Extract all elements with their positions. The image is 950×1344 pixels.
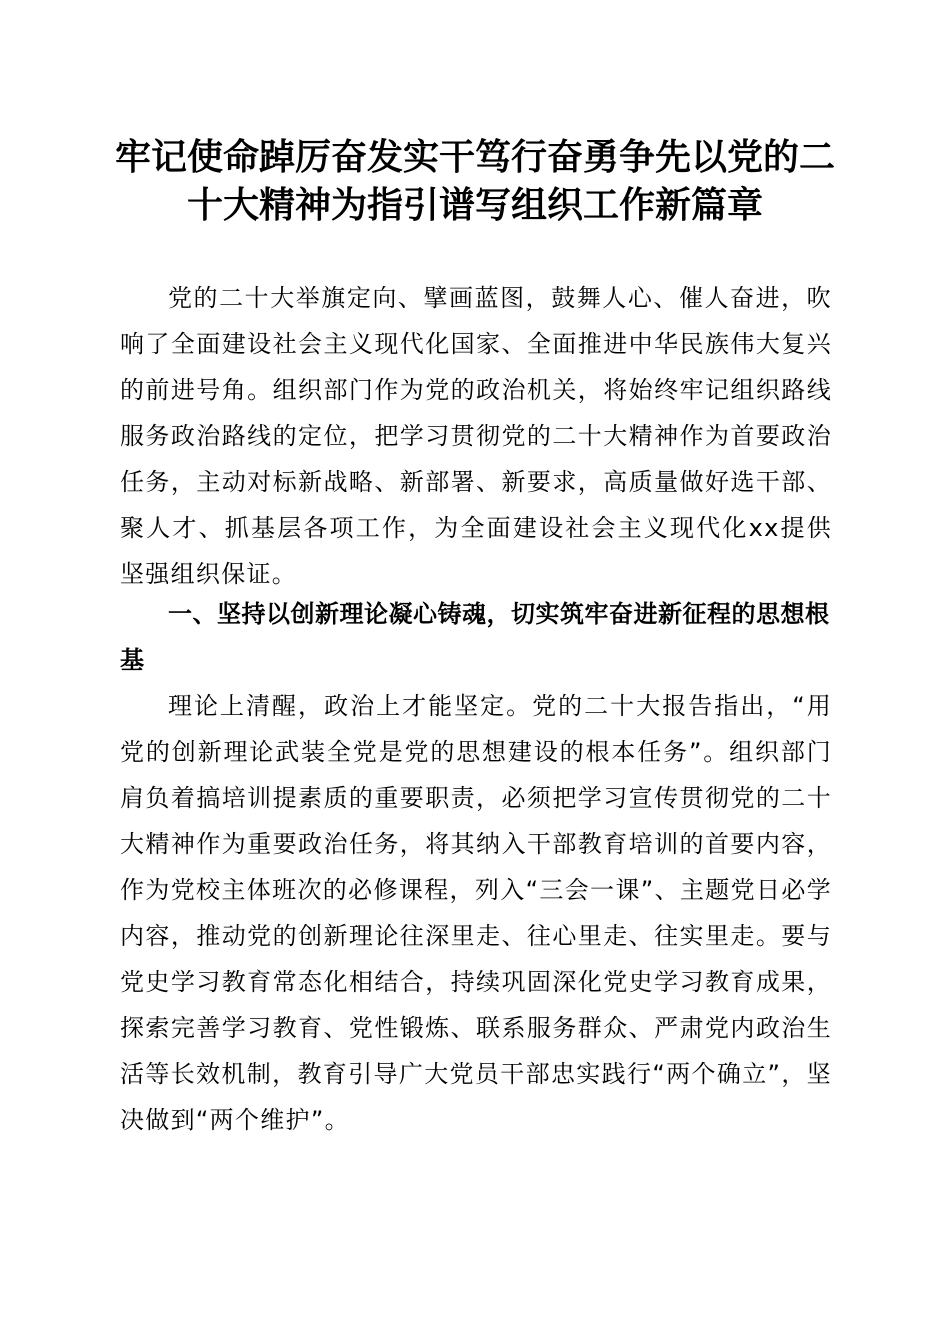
section-1-paragraph: 理论上清醒，政治上才能坚定。党的二十大报告指出，“用党的创新理论武装全党是党的思想建设的根本任务”。组织部门肩负着搞培训提素质的重要职责，必须把学习宣传贯彻党的二十大精神作为重要政治任务，将其纳入干部教育培训的首要内容，作为党校主体班次的必修课程，列入“三会一课”、主题党日必学内容，推动党的创新理论往深里走、往心里走、往实里走。要与党史学习教育常态化相结合，持续巩固深化党史学习教育成果，探索完善学习教育、党性锻炼、联系服务群众、严肃党内政治生活等长效机制，教育引导广大党员干部忠实践行“两个确立”，坚决做到“两个维护”。 [120, 692, 832, 1134]
document-title-line-1: 牢记使命踔厉奋发实干笃行奋勇争先以党的二 [114, 136, 835, 178]
intro-paragraph: 党的二十大举旗定向、擘画蓝图，鼓舞人心、催人奋进，吹响了全面建设社会主义现代化国家、全面推进中华民族伟大复兴的前进号角。组织部门作为党的政治机关，将始终牢记组织路线服务政治路线的定位，把学习贯彻党的二十大精神作为首要政治任务，主动对标新战略、新部署、新要求，高质量做好选干部、聚人才、抓基层各项工作，为全面建设社会主义现代化xx提供坚强组织保证。 [120, 284, 832, 588]
section-heading-1: 一、坚持以创新理论凝心铸魂，切实筑牢奋进新征程的思想根基 [120, 600, 830, 674]
document-title [110, 133, 840, 229]
document-title-line-2: 十大精神为指引谱写组织工作新篇章 [186, 184, 763, 226]
